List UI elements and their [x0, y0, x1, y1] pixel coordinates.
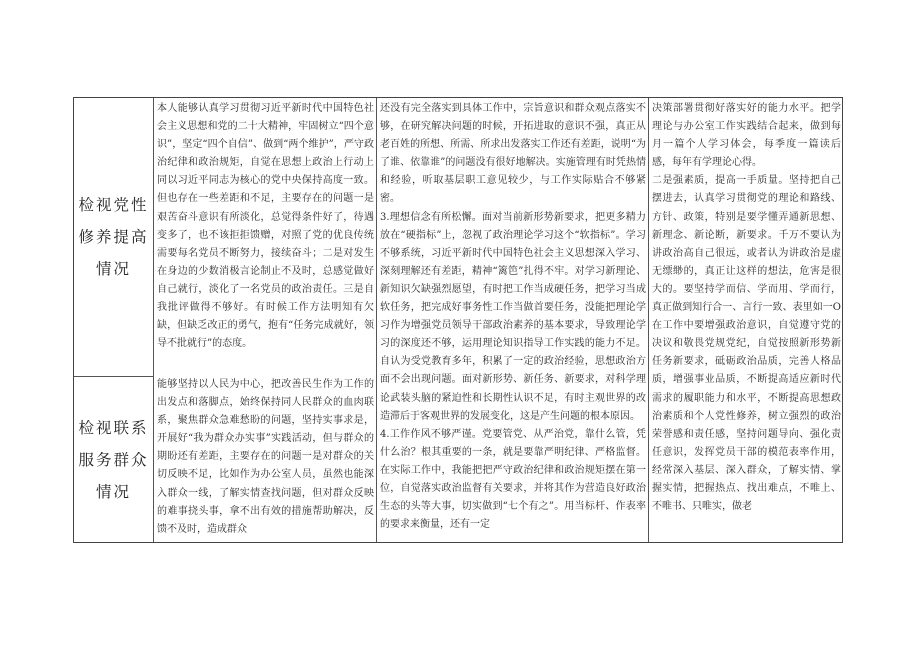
column-paragraph: 本人能够认真学习贯彻习近平新时代中国特色社会主义思想和党的二十大精神，牢固树立“四个意识”，坚定“四个自信”、做到“两个维护”，严守政治纪律和政治规矩，自觉在思想上政治上行动上同以习近平同志为核心的党中央保持高度一致。但也存在一些差距和不足，主要存在的问题一是艰苦奋斗意识有所淡化，总觉得条件好了，待遇变多了，也不该拒拒馈赠，对照了党的优良传统需要每名党员不断努力，接续奋斗；二是对发生在身边的少数消极言论制止不及时，总感觉做好自己就行，淡化了一名党员的政治责任。三是自我批评做得不够好。有时候工作方法明知有欠缺，但缺乏改正的勇气，抱有“任务完成就好，领导不批就行”的态度。 [157, 103, 374, 350]
column-paragraph: 二是强素质，提高一手质量。坚持把自己摆进去，认真学习贯彻党的理论和路线、方针、政策，特别是要学懂弄通新思想、新理念、新论断，新要求。千万不要认为讲政治高自己很远，或者认为讲政治是虚无缥缈的，真正让这样的想法，危害是很大的。要坚持学而信、学而用、学而行，真正做到知行合一、言行一致、表里如一O在工作中要增强政治意识，自觉遵守党的决议和敬畏党规党纪，自觉按照新形势新任务新要求，砥砺政治品质，完善人格品质，增强事业品质，不断提高适应新时代需求的履职能力和水平，不断提高思想政治素质和个人党性修养，树立强烈的政治荣誉感和责任感，坚持问题导向、强化责任意识，发挥党员干部的模范表率作用，经常深入基层、深入群众，了解实情、掌握实情，把握热点、找出难点，不唯上、不唯书、只唯实，做老 [652, 175, 841, 513]
label-line: 检视党性 [78, 196, 149, 214]
column-paragraph: 3.理想信念有所松懈。面对当前新形势新要求，把更多精力放在“硬指标”上，忽视了政治理论学习这个“软指标”。学习不够系统，习近平新时代中国特色社会主义思想深入学习、深刻理解还有差距，精神“篱笆”扎得不牢。对学习新理论、新知识欠缺强烈愿望，有时把工作当成硬任务，把学习当成软任务，把完成好事务性工作当做首要任务，没能把理论学习作为增强党员领导干部政治素养的基本要求，导致理论学习的深度还不够，运用理论知识指导工作实践的能力不足。自认为受党教育多年，积累了一定的政治经验，思想政治方面不会出现问题。面对新形势、新任务、新要求，对科学理论武装头脑的紧迫性和长期性认识不足，有时主观世界的改造滞后于客观世界的发展变化，这是产生问题的根本原因。 [380, 211, 646, 422]
text-column-1 [154, 100, 376, 542]
label-line: 情况 [95, 260, 131, 278]
label-line: 情况 [95, 483, 131, 501]
column-paragraph: 4.工作作风不够严谨。党要管党、从严治党，靠什么管，凭什么治？根其重要的一条，就是要靠严明纪律、严格监督。在实际工作中，我能把把严守政治纪律和政治规矩摆在第一位，自觉落实政治监督有关要求，并将其作为营造良好政治生态的头等大事，切实做到“七个有之”。用当标杆、作表率的要求来衡量，还有一定 [380, 428, 646, 531]
text-column-3 [649, 100, 843, 542]
row-label-party-spirit [74, 98, 153, 376]
label-line: 服务群众 [78, 451, 149, 469]
row-label-serving-masses [74, 376, 153, 544]
column-paragraph: 决策部署贯彻好落实好的能力水平。把学理论与办公室工作实践结合起来，做到每月一篇个人学习体会，每季度一篇读后感，每年有学理论心得。 [652, 103, 841, 169]
label-line: 修养提高 [78, 228, 149, 246]
text-column-2 [377, 100, 648, 542]
column-paragraph: 还没有完全落实到具体工作中，宗旨意识和群众观点落实不够，在研究解决问题的时候，开拓进取的意识不强，真正从老百姓的所想、所需、所求出发落实工作还有差距，说明“为了谁、依靠谁”的问题没有很好地解决。实施管理有时凭热情和经验，听取基层职工意见较少，与工作实际贴合不够紧密。 [380, 103, 646, 205]
review-table [73, 97, 843, 543]
column-paragraph: 能够坚持以人民为中心，把改善民生作为工作的出发点和落脚点，始终保持同人民群众的血肉联系，聚焦群众急难愁盼的问题，坚持实事求是，开展好“我为群众办实事”实践活动，但与群众的期盼还有差距，主要存在的问题一是对群众的关切反映不足，比如作为办公室人员，虽然也能深入群众一线，了解实情查找问题，但对群众反映的难事挠头事，拿不出有效的措施帮助解决，反馈不及时，造成群众 [157, 379, 374, 535]
label-line: 检视联系 [78, 419, 149, 437]
